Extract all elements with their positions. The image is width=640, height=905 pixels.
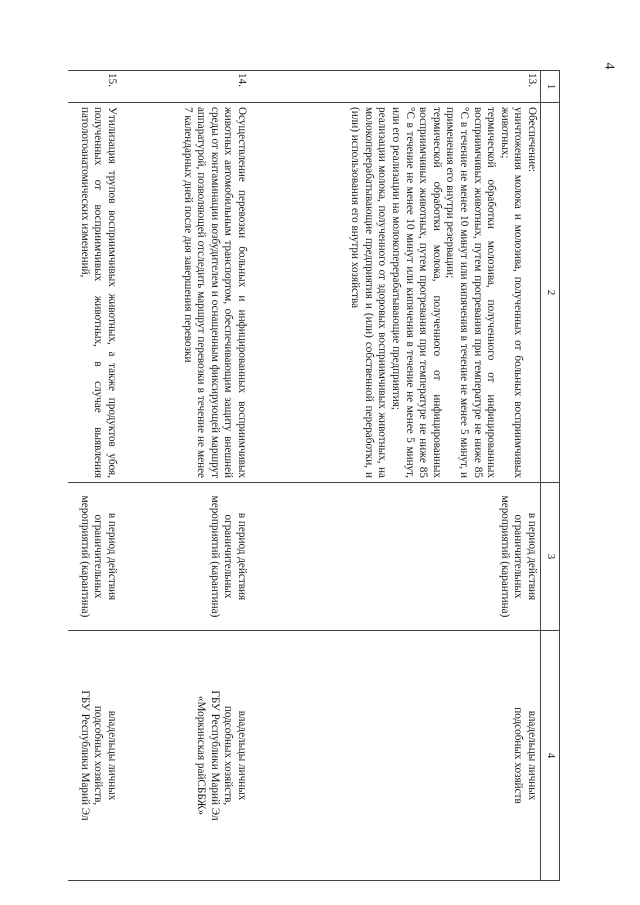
responsible-line: подсобных хозяйств: [512, 707, 525, 804]
responsible-line: владельцы личных: [106, 710, 118, 801]
responsible-line: подсобных хозяйств,: [222, 705, 235, 806]
header-col-4: 4: [541, 631, 560, 881]
term-line: в период действия: [526, 512, 538, 601]
responsible-line: владельцы личных: [236, 710, 248, 801]
description-line: реализации молока, полученного от здоровых восприимчивых животных, на молокоперерабатывающие предприятия и (или) собственной переработки, и (или) использования его внутри хозяйства: [349, 107, 389, 478]
term-line: ограничительных: [222, 514, 235, 599]
term-line: ограничительных: [92, 514, 105, 599]
table-header-row: [541, 71, 560, 881]
responsible-line: «Моркинская райСББЖ»: [195, 695, 208, 816]
row-number: 13.: [250, 71, 541, 103]
term-line: мероприятий (карантина): [498, 495, 511, 618]
table-row: [250, 71, 541, 881]
description-line: Осуществление перевозки больных и инфицированных восприимчивых животных автомобильным транспортом, обеспечивающим защиту внешней среды от контаминации возбудителем и оснащенным фиксирующей маршрут аппаратурой, позволяющей отследить маршрут перевозки в течение не менее 7 календарных дней после дня завершения перевозки: [181, 107, 248, 478]
description-line: уничтожения молока и молозива, полученных от больных восприимчивых животных;: [498, 107, 525, 478]
measure-responsible: [68, 631, 120, 881]
measure-responsible: [250, 631, 541, 881]
measure-term: [120, 483, 250, 631]
page-number: 4: [601, 62, 617, 70]
responsible-line: владельцы личных: [526, 710, 538, 801]
term-line: в период действия: [106, 512, 118, 601]
term-line: ограничительных: [512, 514, 525, 599]
description-line: термической обработки молока, полученного от инфицированных восприимчивых животных, путем прогревания при температуре не ниже 85 °С в течение не менее 10 минут или кипячения в течение не менее 5 минут, или его реализации на молокоперерабатывающие предприятия;: [390, 107, 443, 478]
row-number: 14.: [120, 71, 250, 103]
description-line: Обеспечение:: [526, 107, 538, 173]
responsible-line: ГБУ Республики Марий Эл: [78, 690, 91, 821]
row-number: 15.: [68, 71, 120, 103]
header-col-3: 3: [541, 483, 560, 631]
description-line: Утилизация трупов восприимчивых животных, а также продуктов убоя, полученных от восприимчивых животных, в случае выявления патологоанатомических изменений,: [78, 107, 118, 478]
measure-responsible: [120, 631, 250, 881]
term-line: мероприятий (карантина): [208, 495, 221, 618]
measure-term: [250, 483, 541, 631]
measures-table: [68, 70, 560, 881]
term-line: в период действия: [236, 512, 248, 601]
header-col-1: 1: [541, 71, 560, 103]
measure-description: [250, 103, 541, 483]
table-row: [68, 71, 120, 881]
measure-term: [68, 483, 120, 631]
measures-table-container: [78, 70, 560, 880]
header-col-2: 2: [541, 103, 560, 483]
measure-description: [68, 103, 120, 483]
description-line: термической обработки молозива, полученного от инфицированных восприимчивых животных, путем прогревания при температуре не ниже 85 °С в течение не менее 10 минут или кипячения в течение не менее 5 минут, и применения его внутри резервации;: [444, 107, 498, 478]
responsible-line: подсобных хозяйств,: [92, 705, 105, 806]
table-row: [120, 71, 250, 881]
measure-description: [120, 103, 250, 483]
term-line: мероприятий (карантина): [78, 495, 91, 618]
responsible-line: ГБУ Республики Марий Эл: [208, 690, 221, 821]
